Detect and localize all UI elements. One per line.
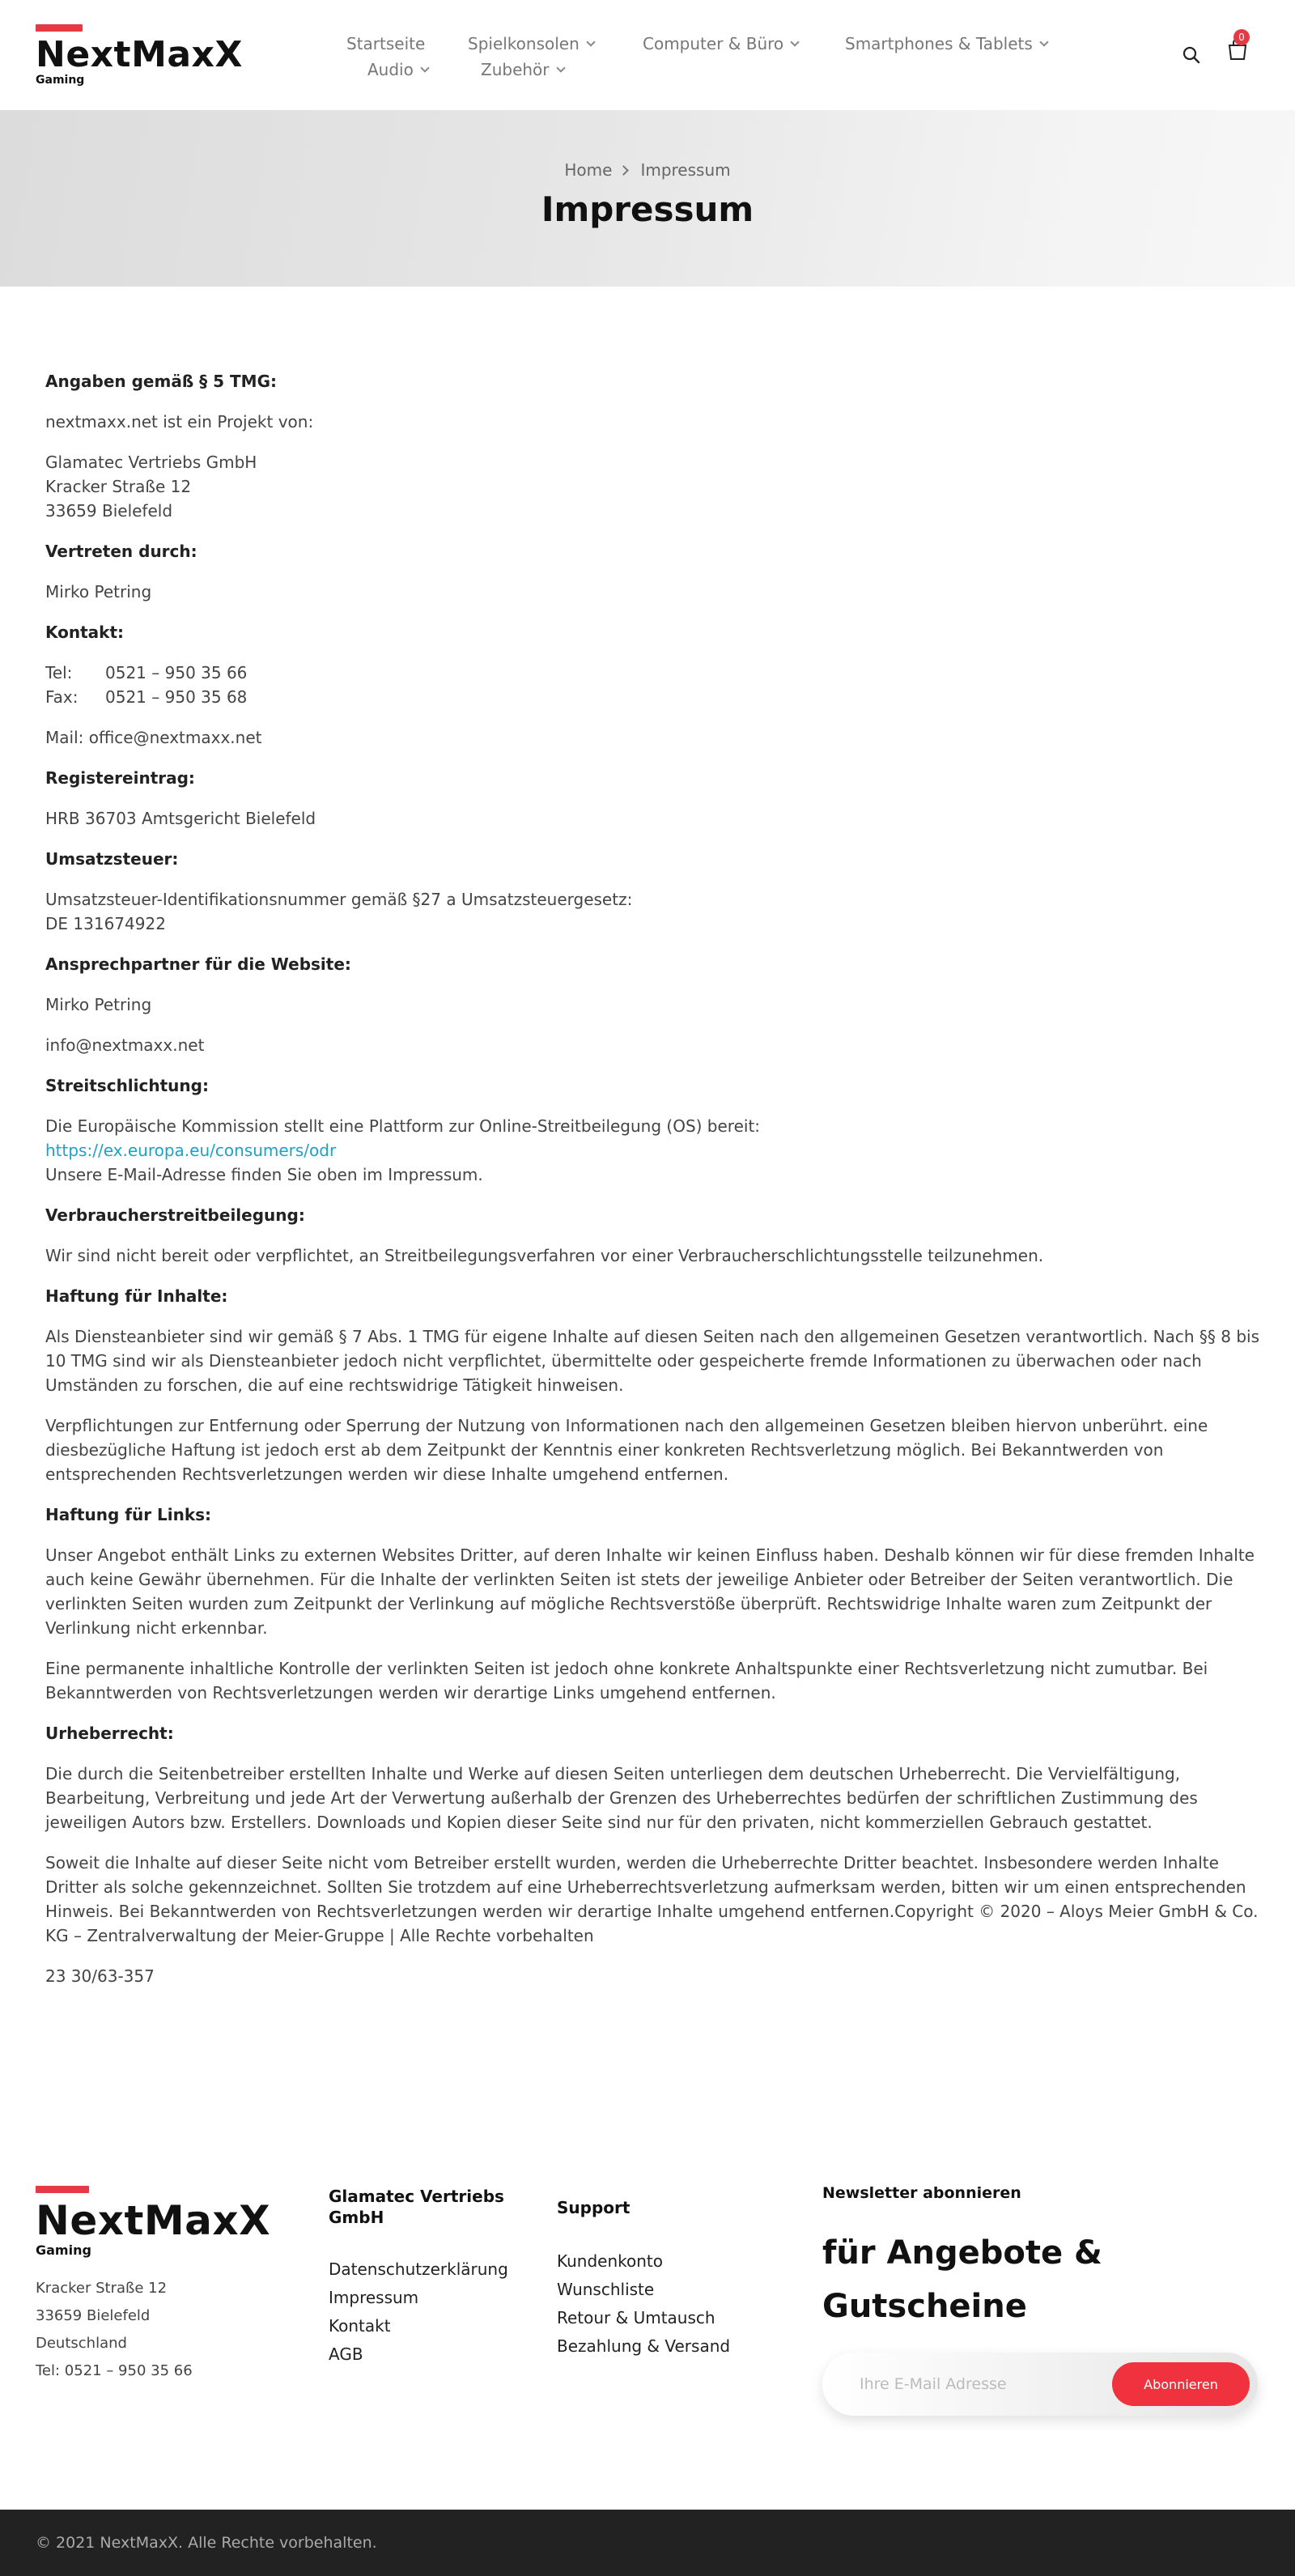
footer-company-links — [329, 2255, 508, 2369]
mail-line: Mail: office@nextmaxx.net — [45, 728, 262, 747]
city: 33659 Bielefeld — [45, 501, 173, 521]
chevron-down-icon — [1039, 37, 1048, 46]
logo-subtitle: Gaming — [36, 2242, 91, 2258]
footer-support-title: Support — [557, 2198, 631, 2217]
nav-smartphones-tablets[interactable] — [845, 34, 1047, 53]
breadcrumb — [0, 160, 1295, 180]
footer-link-wunschliste[interactable]: Wunschliste — [557, 2280, 655, 2299]
cart-count-badge: 0 — [1233, 29, 1250, 45]
paragraph: Die durch die Seitenbetreiber erstellten Inhalte und Werke auf diesen Seiten unterliegen dem deutschen Urheberrecht. Die Vervielfältigung, Bearbeitung, Verbreitung und jede Art der Verwertung außerhalb der Grenzen des Urheberrechtes bedürfen der schriftlichen Zustimmung des jeweiligen Autors bzw. Erstellers. Downloads und Kopien dieser Seite sind nur für den privaten, nicht kommerziellen Gebrauch gestattet. — [45, 1764, 1198, 1832]
odr-block — [45, 1114, 1259, 1187]
tel-label: Tel: — [45, 663, 73, 682]
nav-label: Spielkonsolen — [468, 34, 580, 53]
footer-link-datenschutz[interactable]: Datenschutzerklärung — [329, 2259, 508, 2279]
nav-label: Startseite — [346, 34, 426, 53]
nav-label: Computer & Büro — [643, 34, 784, 53]
newsletter-title: Newsletter abonnieren — [822, 2184, 1021, 2202]
odr-note: Unsere E-Mail-Adresse finden Sie oben im Impressum. — [45, 1165, 483, 1184]
paragraph: Unser Angebot enthält Links zu externen Websites Dritter, auf deren Inhalte wir keinen Einfluss haben. Deshalb können wir für diese fremden Inhalte auch keine Gewähr übernehmen. Für die Inhalte der verlinkten Seiten ist stets der jeweilige Anbieter oder Betreiber der Seiten verantwortlich. Die verlinkten Seiten wurden zum Zeitpunkt der Verlinkung auf mögliche Rechtsverstöße überprüft. Rechtswidrige Inhalte waren zum Zeitpunkt der Verlinkung nicht erkennbar. — [45, 1545, 1255, 1638]
footer-bottom-bar — [0, 2510, 1295, 2576]
paragraph: nextmaxx.net ist ein Projekt von: — [45, 412, 314, 431]
section-heading: Vertreten durch: — [45, 542, 197, 561]
chevron-down-icon — [420, 63, 429, 72]
logo-wordmark: NextMaxX — [36, 2197, 271, 2244]
page-title: Impressum — [541, 189, 754, 229]
odr-link[interactable]: https://ex.europa.eu/consumers/odr — [45, 1141, 337, 1160]
phone-block — [45, 661, 1259, 709]
reference-number: 23 30/63-357 — [45, 1966, 155, 1986]
paragraph: Mirko Petring — [45, 995, 152, 1014]
footer-link-agb[interactable]: AGB — [329, 2344, 363, 2364]
site-header — [0, 0, 1295, 110]
footer-support-links — [557, 2247, 730, 2361]
section-heading: Streitschlichtung: — [45, 1076, 209, 1095]
breadcrumb-current: Impressum — [640, 160, 731, 180]
nav-computer-buero[interactable] — [643, 34, 798, 53]
nav-audio[interactable] — [367, 60, 428, 79]
section-heading: Ansprechpartner für die Website: — [45, 954, 351, 974]
footer-link-retour[interactable]: Retour & Umtausch — [557, 2308, 715, 2327]
address-block — [45, 450, 1259, 523]
address-country: Deutschland — [36, 2335, 127, 2352]
section-heading: Angaben gemäß § 5 TMG: — [45, 372, 277, 391]
newsletter-email-input[interactable] — [860, 2372, 1102, 2396]
footer-link-kundenkonto[interactable]: Kundenkonto — [557, 2251, 664, 2271]
footer-link-bezahlung[interactable]: Bezahlung & Versand — [557, 2336, 731, 2356]
section-heading: Verbraucherstreitbeilegung: — [45, 1205, 305, 1225]
vat-block — [45, 887, 1259, 936]
impressum-content — [45, 369, 1259, 2004]
logo-accent-bar — [36, 2186, 89, 2193]
nav-spielkonsolen[interactable] — [468, 34, 594, 53]
search-icon[interactable] — [1182, 45, 1201, 65]
footer-address — [36, 2275, 193, 2385]
section-heading: Haftung für Links: — [45, 1505, 212, 1524]
logo-wordmark: NextMaxX — [36, 34, 243, 75]
nav-startseite[interactable] — [346, 34, 425, 53]
address-street: Kracker Straße 12 — [36, 2280, 168, 2297]
section-heading: Umsatzsteuer: — [45, 849, 179, 869]
paragraph: HRB 36703 Amtsgericht Bielefeld — [45, 809, 316, 828]
nav-label: Audio — [367, 60, 414, 79]
site-footer — [0, 2153, 1295, 2510]
logo-subtitle: Gaming — [36, 74, 85, 87]
paragraph: Verpflichtungen zur Entfernung oder Sperrung der Nutzung von Informationen nach den allgemeinen Gesetzen bleiben hiervon unberührt. eine diesbezügliche Haftung ist jedoch erst ab dem Zeitpunkt der Kenntnis einer konkreten Rechtsverletzung möglich. Bei Bekanntwerden von entsprechenden Rechtsverletzungen werden wir diese Inhalte umgehend entfernen. — [45, 1416, 1208, 1484]
chevron-down-icon — [556, 63, 565, 72]
section-heading: Urheberrecht: — [45, 1724, 174, 1743]
fax-label: Fax: — [45, 687, 79, 707]
fax-value: 0521 – 950 35 68 — [105, 687, 248, 707]
nav-zubehoer[interactable] — [481, 60, 564, 79]
vat-number: DE 131674922 — [45, 914, 166, 933]
footer-link-impressum[interactable]: Impressum — [329, 2288, 419, 2307]
copyright-text: © 2021 NextMaxX. Alle Rechte vorbehalten. — [36, 2534, 377, 2552]
chevron-down-icon — [790, 37, 799, 46]
paragraph: Soweit die Inhalte auf dieser Seite nicht vom Betreiber erstellt wurden, werden die Urheberrechte Dritter beachtet. Insbesondere werden Inhalte Dritter als solche gekennzeichnet. Sollten Sie trotzdem auf eine Urheberrechtsverletzung aufmerksam werden, bitten wir um einen entsprechenden Hinweis. Bei Bekanntwerden von Rechtsverletzungen werden wir derartige Inhalte umgehend entfernen.Copyright © 2020 – Aloys Meier GmbH & Co. KG – Zentralverwaltung der Meier-Gruppe | Alle Rechte vorbehalten — [45, 1853, 1259, 1945]
vat-label: Umsatzsteuer-Identifikationsnummer gemäß §27 a Umsatzsteuergesetz: — [45, 890, 633, 909]
nav-label: Zubehör — [481, 60, 550, 79]
newsletter-headline: für Angebote & Gutscheine — [822, 2234, 1102, 2325]
paragraph: Wir sind nicht bereit oder verpflichtet, an Streitbeilegungsverfahren vor einer Verbraucherschlichtungsstelle teilzunehmen. — [45, 1246, 1044, 1265]
nav-label: Smartphones & Tablets — [845, 34, 1033, 53]
footer-link-kontakt[interactable]: Kontakt — [329, 2316, 391, 2336]
chevron-right-icon — [619, 165, 630, 176]
tel-value: 0521 – 950 35 66 — [105, 663, 248, 682]
paragraph: info@nextmaxx.net — [45, 1035, 205, 1055]
section-heading: Haftung für Inhalte: — [45, 1286, 228, 1306]
section-heading: Kontakt: — [45, 623, 125, 642]
paragraph: Mirko Petring — [45, 582, 152, 601]
street: Kracker Straße 12 — [45, 477, 192, 496]
footer-logo[interactable] — [36, 2186, 303, 2259]
chevron-down-icon — [586, 37, 595, 46]
company-name: Glamatec Vertriebs GmbH — [45, 453, 257, 472]
newsletter-form — [822, 2353, 1258, 2416]
paragraph: Als Diensteanbieter sind wir gemäß § 7 Abs. 1 TMG für eigene Inhalte auf diesen Seiten nach den allgemeinen Gesetzen verantwortlich. Nach §§ 8 bis 10 TMG sind wir als Diensteanbieter jedoch nicht verpflichtet, übermittelte oder gespeicherte fremde Informationen zu überwachen oder nach Umständen zu forschen, die auf eine rechtswidrige Tätigkeit hinweisen. — [45, 1327, 1260, 1395]
odr-text: Die Europäische Kommission stellt eine Plattform zur Online-Streitbeilegung (OS) bereit: — [45, 1116, 761, 1136]
section-heading: Registereintrag: — [45, 768, 195, 788]
site-logo[interactable] — [36, 24, 262, 89]
breadcrumb-home[interactable]: Home — [564, 160, 613, 180]
paragraph: Eine permanente inhaltliche Kontrolle der verlinkten Seiten ist jedoch ohne konkrete Anhaltspunkte einer Rechtsverletzung nicht zumutbar. Bei Bekanntwerden von Rechtsverletzungen werden wir derartige Links umgehend entfernen. — [45, 1659, 1208, 1702]
address-city: 33659 Bielefeld — [36, 2307, 151, 2324]
footer-company-title: Glamatec Vertriebs GmbH — [329, 2187, 504, 2227]
address-phone: Tel: 0521 – 950 35 66 — [36, 2362, 193, 2379]
newsletter-subscribe-button[interactable]: Abonnieren — [1112, 2362, 1250, 2406]
page-title-banner — [0, 110, 1295, 287]
logo-accent-bar — [36, 24, 83, 32]
